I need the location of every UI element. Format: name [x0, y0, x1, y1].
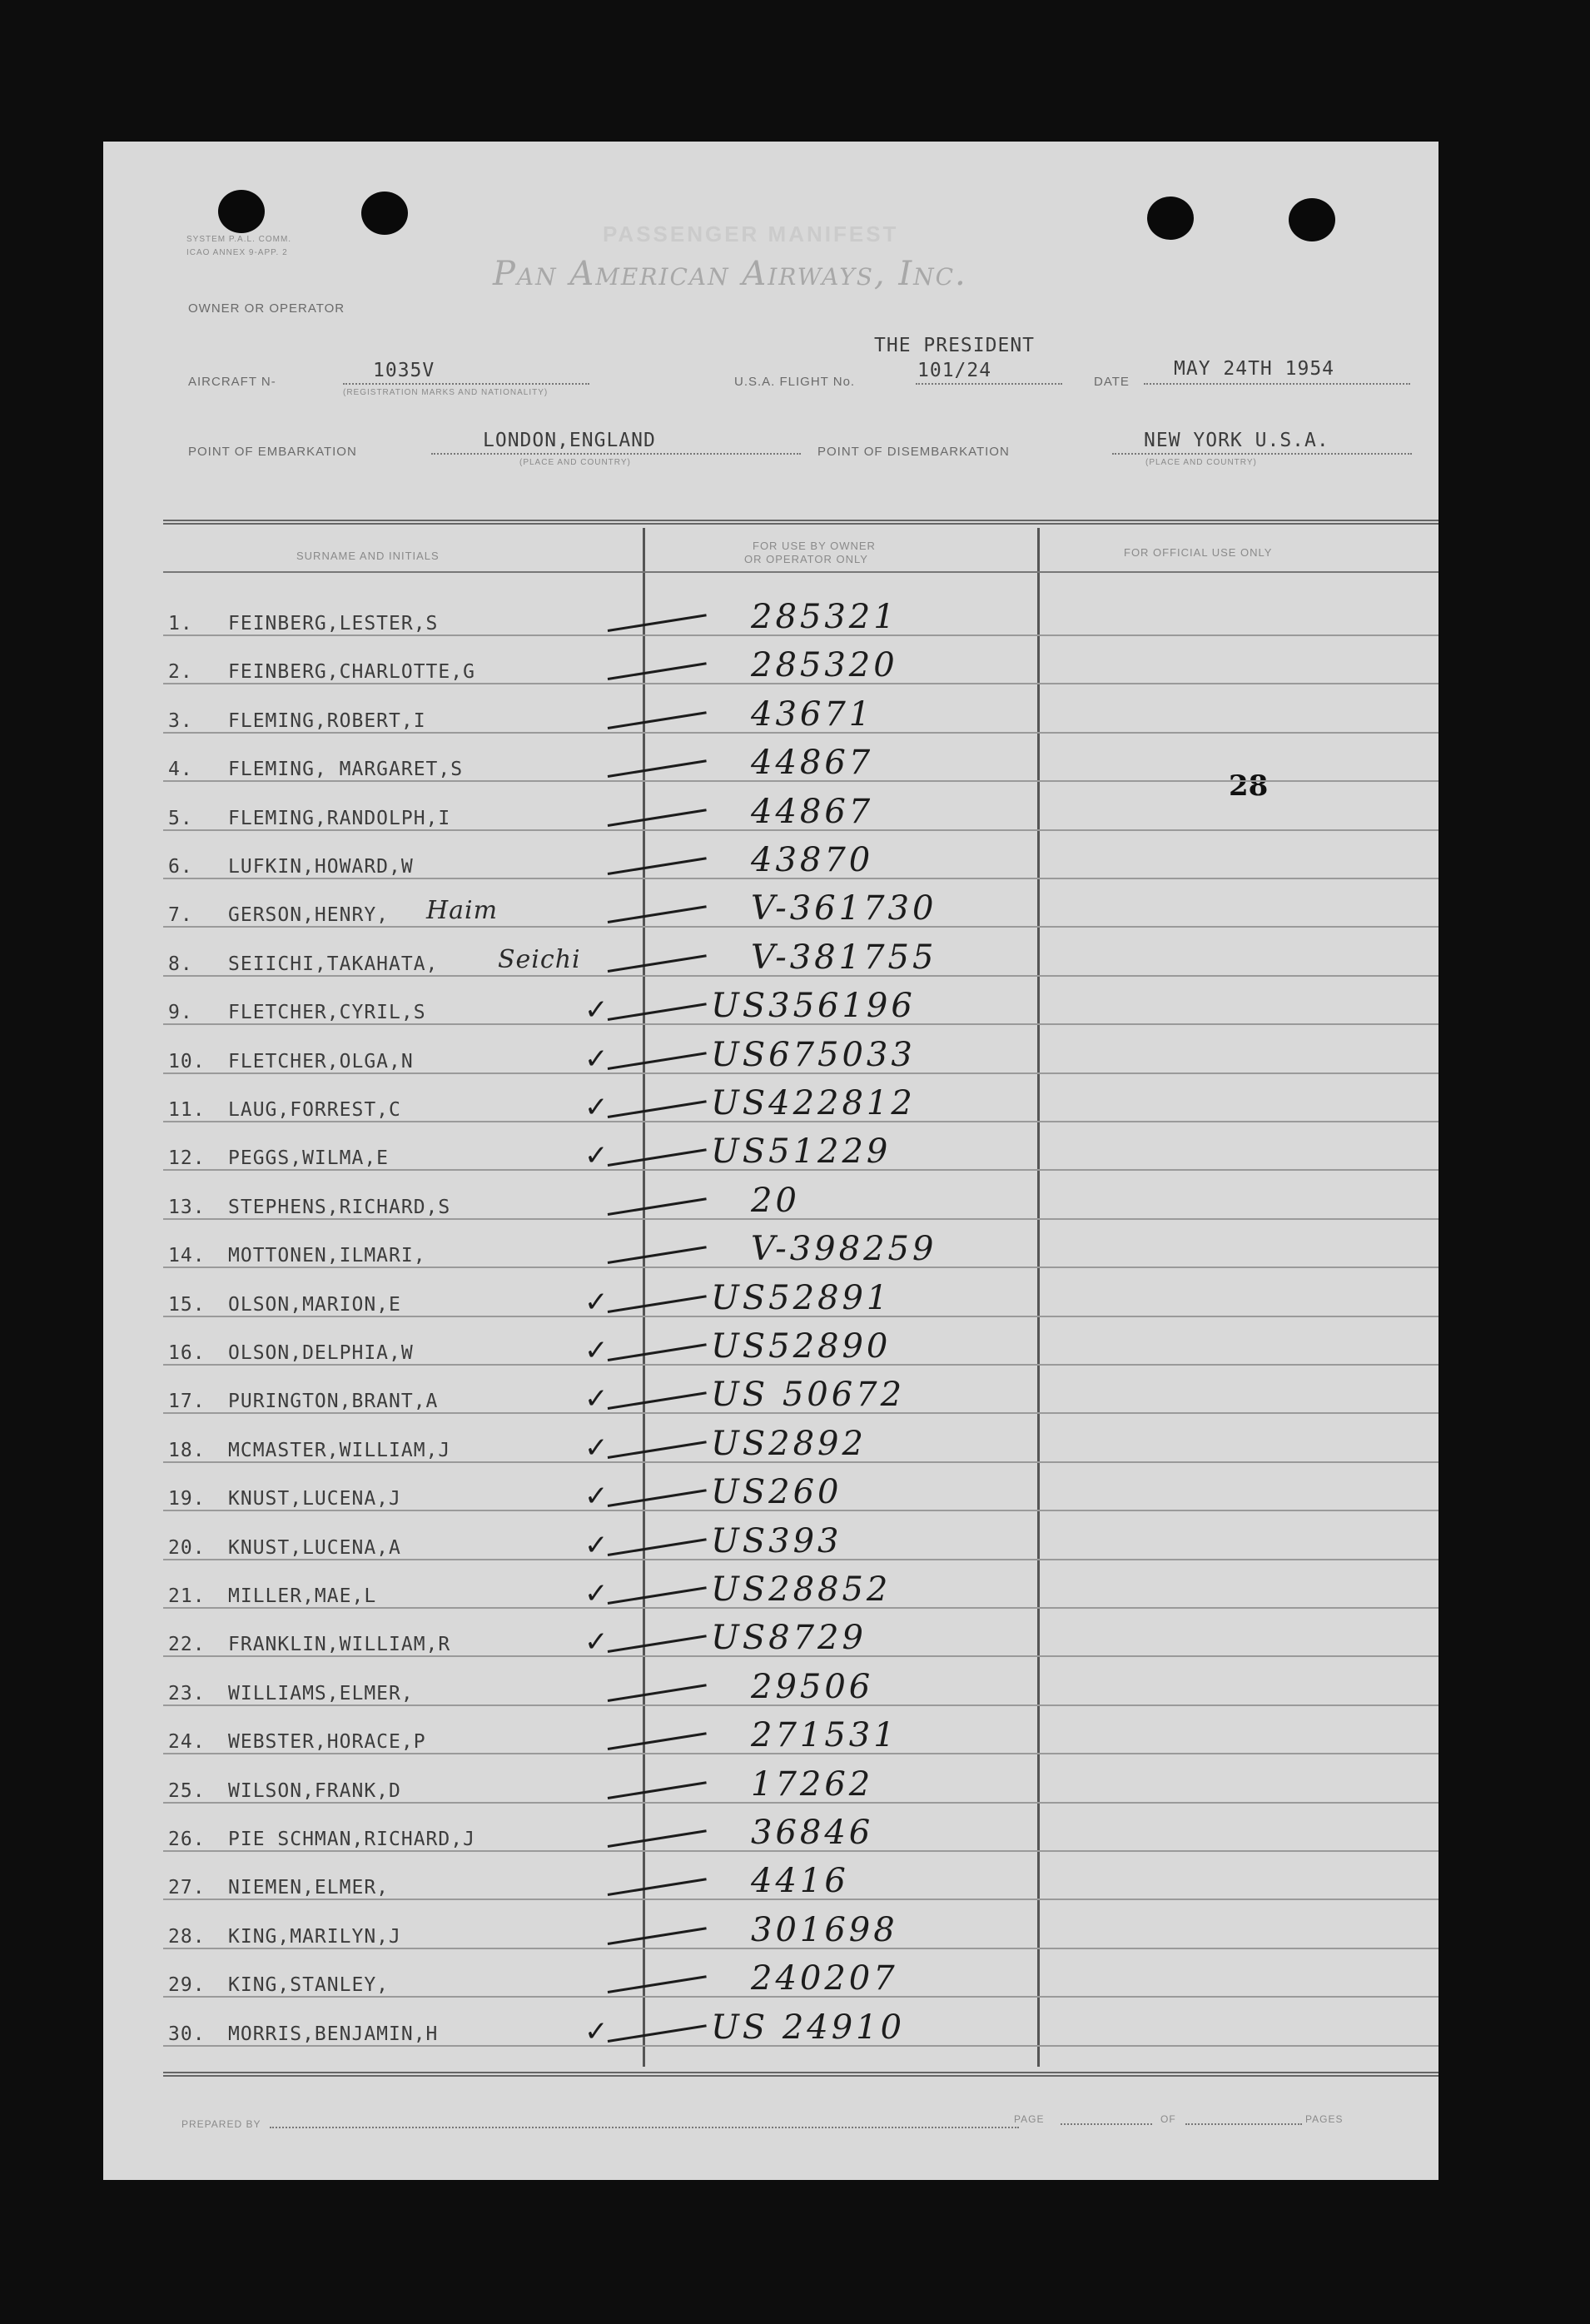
handwritten-document-number: 17262	[751, 1765, 874, 1804]
row-number: 20.	[168, 1537, 206, 1559]
tick-mark	[608, 1343, 707, 1361]
checkmark-icon: ✓	[584, 1334, 609, 1367]
form-reference-line2: ICAO ANNEX 9-APP. 2	[186, 248, 288, 257]
checkmark-icon: ✓	[584, 1139, 609, 1172]
passenger-name: MILLER,MAE,L	[228, 1585, 377, 1607]
row-number: 14.	[168, 1245, 206, 1267]
handwritten-document-number: US260	[711, 1473, 842, 1511]
row-number: 30.	[168, 2023, 206, 2045]
embarkation-sublabel: (PLACE AND COUNTRY)	[519, 458, 631, 467]
tick-mark	[608, 1732, 707, 1750]
handwritten-document-number: 36846	[751, 1814, 874, 1852]
tick-mark	[608, 2024, 707, 2043]
passenger-name: LAUG,FORREST,C	[228, 1099, 401, 1121]
passenger-name: MOTTONEN,ILMARI,	[228, 1245, 426, 1267]
handwritten-document-number: 4416	[751, 1862, 849, 1900]
passenger-name: NIEMEN,ELMER,	[228, 1877, 390, 1899]
tick-mark	[608, 1538, 707, 1556]
tick-mark	[608, 954, 707, 973]
passenger-name: SEIICHI,TAKAHATA,	[228, 953, 439, 975]
passenger-name: MCMASTER,WILLIAM,J	[228, 1440, 451, 1461]
punch-hole	[1147, 197, 1194, 240]
row-number: 1.	[168, 613, 193, 634]
pages-label: PAGES	[1305, 2113, 1344, 2125]
passenger-name: KING,STANLEY,	[228, 1974, 390, 1996]
passenger-name: PEGGS,WILMA,E	[228, 1147, 390, 1169]
row-number: 19.	[168, 1488, 206, 1510]
handwritten-document-number: US393	[711, 1522, 842, 1560]
tick-mark	[608, 857, 707, 875]
handwritten-document-number: US28852	[711, 1570, 892, 1609]
passenger-name: MORRIS,BENJAMIN,H	[228, 2023, 439, 2045]
airline-name: Pan American Airways, Inc.	[493, 255, 967, 293]
aircraft-label: AIRCRAFT N-	[188, 375, 276, 389]
passenger-name: KNUST,LUCENA,J	[228, 1488, 401, 1510]
row-number: 25.	[168, 1780, 206, 1802]
handwritten-document-number: US52891	[711, 1279, 892, 1317]
tick-mark	[608, 1197, 707, 1216]
embarkation-label: POINT OF EMBARKATION	[188, 445, 357, 459]
row-number: 28.	[168, 1926, 206, 1948]
official-note: 28	[1229, 769, 1269, 803]
tick-mark	[608, 1148, 707, 1167]
owner-column-header-line1: FOR USE BY OWNER	[753, 540, 876, 552]
handwritten-document-number: 44867	[751, 744, 874, 782]
handwritten-document-number: 285321	[751, 598, 898, 636]
table-top-rule	[163, 520, 1438, 525]
passenger-name: FLETCHER,OLGA,N	[228, 1051, 414, 1072]
row-number: 15.	[168, 1294, 206, 1316]
table-bottom-rule	[163, 2072, 1438, 2077]
official-column-header: FOR OFFICIAL USE ONLY	[1124, 546, 1273, 559]
page-label: PAGE	[1014, 2113, 1045, 2125]
handwritten-document-number: US 24910	[711, 2008, 906, 2047]
disembarkation-label: POINT OF DISEMBARKATION	[817, 445, 1010, 459]
tick-mark	[608, 1441, 707, 1459]
row-number: 22.	[168, 1634, 206, 1655]
tick-mark	[608, 1635, 707, 1653]
handwritten-document-number: 285320	[751, 646, 898, 684]
flight-date: MAY 24TH 1954	[1174, 358, 1335, 380]
passenger-name: STEPHENS,RICHARD,S	[228, 1197, 451, 1218]
passenger-name: FLETCHER,CYRIL,S	[228, 1002, 426, 1023]
tick-mark	[608, 1052, 707, 1070]
checkmark-icon: ✓	[584, 993, 609, 1027]
row-number: 5.	[168, 808, 193, 829]
manifest-sheet	[103, 142, 1438, 2180]
handwritten-document-number: V-398259	[751, 1230, 937, 1268]
handwritten-document-number: 43870	[751, 841, 874, 879]
aircraft-registration: 1035V	[373, 360, 435, 381]
row-number: 12.	[168, 1147, 206, 1169]
passenger-name: OLSON,DELPHIA,W	[228, 1342, 414, 1364]
handwritten-document-number: 271531	[751, 1716, 898, 1754]
passenger-name: FEINBERG,LESTER,S	[228, 613, 439, 634]
tick-mark	[608, 905, 707, 923]
tick-mark	[608, 1829, 707, 1848]
checkmark-icon: ✓	[584, 1382, 609, 1416]
handwritten-document-number: 44867	[751, 793, 874, 831]
row-number: 18.	[168, 1440, 206, 1461]
tick-mark	[608, 1295, 707, 1313]
aircraft-sublabel: (REGISTRATION MARKS AND NATIONALITY)	[343, 388, 549, 397]
handwritten-document-number: V-361730	[751, 889, 937, 928]
handwritten-correction: Seichi	[498, 945, 581, 974]
embarkation-point: LONDON,ENGLAND	[483, 430, 656, 451]
passenger-name: KING,MARILYN,J	[228, 1926, 401, 1948]
passenger-name: FEINBERG,CHARLOTTE,G	[228, 661, 475, 683]
passenger-name: LUFKIN,HOWARD,W	[228, 856, 414, 878]
handwritten-document-number: US675033	[711, 1036, 916, 1074]
tick-mark	[608, 662, 707, 680]
checkmark-icon: ✓	[584, 1431, 609, 1465]
handwritten-document-number: 43671	[751, 695, 874, 734]
row-number: 8.	[168, 953, 193, 975]
checkmark-icon: ✓	[584, 1577, 609, 1610]
tick-mark	[608, 759, 707, 778]
handwritten-document-number: 29506	[751, 1668, 874, 1706]
row-number: 9.	[168, 1002, 193, 1023]
handwritten-document-number: US51229	[711, 1132, 892, 1171]
column-divider	[1037, 528, 1040, 2067]
row-rule	[163, 1218, 1438, 1220]
checkmark-icon: ✓	[584, 2015, 609, 2048]
tick-mark	[608, 809, 707, 827]
flight-number: 101/24	[917, 360, 992, 381]
row-number: 2.	[168, 661, 193, 683]
column-divider	[643, 528, 645, 2067]
checkmark-icon: ✓	[584, 1286, 609, 1319]
row-number: 6.	[168, 856, 193, 878]
row-number: 27.	[168, 1877, 206, 1899]
tick-mark	[608, 1781, 707, 1799]
handwritten-document-number: US8729	[711, 1619, 867, 1657]
passenger-name: PIE SCHMAN,RICHARD,J	[228, 1829, 475, 1850]
row-number: 23.	[168, 1683, 206, 1704]
row-number: 7.	[168, 904, 193, 926]
tick-mark	[608, 1246, 707, 1264]
row-number: 21.	[168, 1585, 206, 1607]
handwritten-document-number: US52890	[711, 1327, 892, 1366]
handwritten-document-number: US422812	[711, 1084, 916, 1122]
owner-label: OWNER OR OPERATOR	[188, 301, 345, 316]
tick-mark	[608, 1100, 707, 1118]
row-number: 13.	[168, 1197, 206, 1218]
passenger-name: KNUST,LUCENA,A	[228, 1537, 401, 1559]
checkmark-icon: ✓	[584, 1043, 609, 1076]
passenger-name: WILSON,FRANK,D	[228, 1780, 401, 1802]
passenger-name: FRANKLIN,WILLIAM,R	[228, 1634, 451, 1655]
tick-mark	[608, 1489, 707, 1507]
handwritten-document-number: 240207	[751, 1959, 898, 1998]
passenger-name: GERSON,HENRY,	[228, 904, 390, 926]
row-number: 10.	[168, 1051, 206, 1072]
tick-mark	[608, 1878, 707, 1896]
handwritten-document-number: 301698	[751, 1911, 898, 1949]
form-reference-line1: SYSTEM P.A.L. COMM.	[186, 235, 292, 244]
tick-mark	[608, 1391, 707, 1410]
of-label: OF	[1160, 2113, 1176, 2125]
handwritten-document-number: V-381755	[751, 938, 937, 977]
passenger-name: FLEMING,RANDOLPH,I	[228, 808, 451, 829]
date-label: DATE	[1094, 375, 1130, 389]
tick-mark	[608, 1684, 707, 1702]
row-number: 17.	[168, 1391, 206, 1412]
handwritten-document-number: 20	[751, 1182, 800, 1220]
row-number: 3.	[168, 710, 193, 732]
tick-mark	[608, 711, 707, 729]
disembarkation-point: NEW YORK U.S.A.	[1144, 430, 1329, 451]
flight-label: U.S.A. FLIGHT No.	[734, 375, 856, 389]
tick-mark	[608, 1927, 707, 1945]
checkmark-icon: ✓	[584, 1529, 609, 1562]
prepared-by-label: PREPARED BY	[181, 2118, 261, 2130]
row-number: 16.	[168, 1342, 206, 1364]
punch-hole	[361, 192, 408, 235]
punch-hole	[218, 190, 265, 233]
flight-name: THE PRESIDENT	[874, 335, 1036, 356]
row-number: 24.	[168, 1731, 206, 1753]
surname-column-header: SURNAME AND INITIALS	[296, 550, 440, 562]
handwritten-document-number: US 50672	[711, 1376, 906, 1414]
checkmark-icon: ✓	[584, 1091, 609, 1124]
tick-mark	[608, 1586, 707, 1605]
owner-column-header-line2: OR OPERATOR ONLY	[744, 553, 868, 565]
tick-mark	[608, 1003, 707, 1021]
row-number: 26.	[168, 1829, 206, 1850]
passenger-name: OLSON,MARION,E	[228, 1294, 401, 1316]
checkmark-icon: ✓	[584, 1625, 609, 1659]
row-number: 4.	[168, 759, 193, 780]
passenger-name: WEBSTER,HORACE,P	[228, 1731, 426, 1753]
passenger-name: PURINGTON,BRANT,A	[228, 1391, 439, 1412]
tick-mark	[608, 1975, 707, 1993]
handwritten-document-number: US2892	[711, 1425, 867, 1463]
passenger-name: FLEMING, MARGARET,S	[228, 759, 464, 780]
checkmark-icon: ✓	[584, 1480, 609, 1513]
row-number: 29.	[168, 1974, 206, 1996]
tick-mark	[608, 614, 707, 632]
punch-hole	[1289, 198, 1335, 241]
disembarkation-sublabel: (PLACE AND COUNTRY)	[1145, 458, 1257, 467]
form-title: PASSENGER MANIFEST	[603, 221, 899, 246]
handwritten-correction: Haim	[426, 896, 499, 925]
passenger-name: FLEMING,ROBERT,I	[228, 710, 426, 732]
row-number: 11.	[168, 1099, 206, 1121]
table-header-rule	[163, 571, 1438, 573]
passenger-name: WILLIAMS,ELMER,	[228, 1683, 414, 1704]
handwritten-document-number: US356196	[711, 987, 916, 1025]
